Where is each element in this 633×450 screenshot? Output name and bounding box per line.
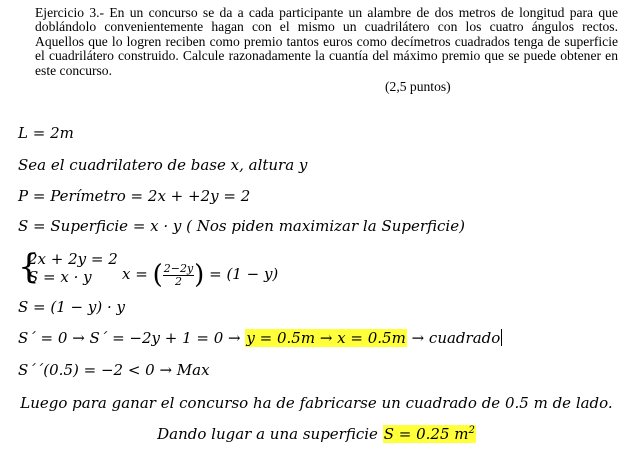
solution-length: L = 2m [18, 124, 74, 142]
solution-surface: S = Superficie = x · y ( Nos piden maximizar la Superficie) [18, 217, 465, 235]
surface-value: S = 0.25 m [383, 425, 469, 443]
system-brace: { [18, 247, 40, 287]
highlight-surface [383, 425, 476, 443]
derivative-conclusion: → cuadrado [406, 329, 501, 347]
problem-line-4: el cuadrilátero construido. Calcule razonadamente la cuantía del máximo premio que se puede obtener en [35, 48, 618, 64]
system-equation-2: S = x · y [28, 268, 92, 286]
x-expression [122, 260, 278, 290]
x-rhs: = (1 − y) [209, 265, 279, 283]
solution-final [0, 425, 633, 443]
points-label: (2,5 puntos) [385, 79, 451, 94]
solution-perimeter: P = Perímetro = 2x + +2y = 2 [18, 187, 251, 205]
solution-conclusion: Luego para ganar el concurso ha de fabricarse un cuadrado de 0.5 m de lado. [20, 394, 613, 412]
surface-exponent: 2 [468, 425, 475, 436]
fraction [163, 263, 194, 288]
problem-line-1: Ejercicio 3.- En un concurso se da a cada participante un alambre de dos metros de longitud para que [35, 5, 618, 20]
final-text: Dando lugar a una superficie [157, 425, 383, 443]
problem-line-5: este concurso. [35, 62, 113, 78]
solution-derivative [18, 329, 502, 347]
problem-line-2: doblándolo convenientemente hagan con el mismo un cuadrilátero con los cuatro ángulos rectos. [35, 19, 618, 35]
highlight-result: y = 0.5m → x = 0.5m [246, 329, 406, 347]
derivative-text: S´ = 0 → S´ = −2y + 1 = 0 → [18, 329, 241, 347]
left-paren: ( [152, 260, 163, 290]
problem-statement [35, 6, 618, 78]
solution-definition: Sea el cuadrilatero de base x, altura y [18, 156, 308, 174]
solution-substitution: S = (1 − y) · y [18, 298, 125, 316]
text-cursor [501, 329, 502, 346]
right-paren: ) [194, 260, 205, 290]
problem-line-3: Aquellos que lo logren reciben como premio tantos euros como decímetros cuadrados tenga de superficie [35, 33, 618, 49]
solution-second-derivative: S´´(0.5) = −2 < 0 → Max [18, 361, 210, 379]
x-lhs: x = [122, 265, 148, 283]
system-equation-1: 2x + 2y = 2 [28, 250, 118, 268]
fraction-denominator: 2 [174, 274, 182, 288]
fraction-numerator: 2−2y [163, 261, 194, 275]
